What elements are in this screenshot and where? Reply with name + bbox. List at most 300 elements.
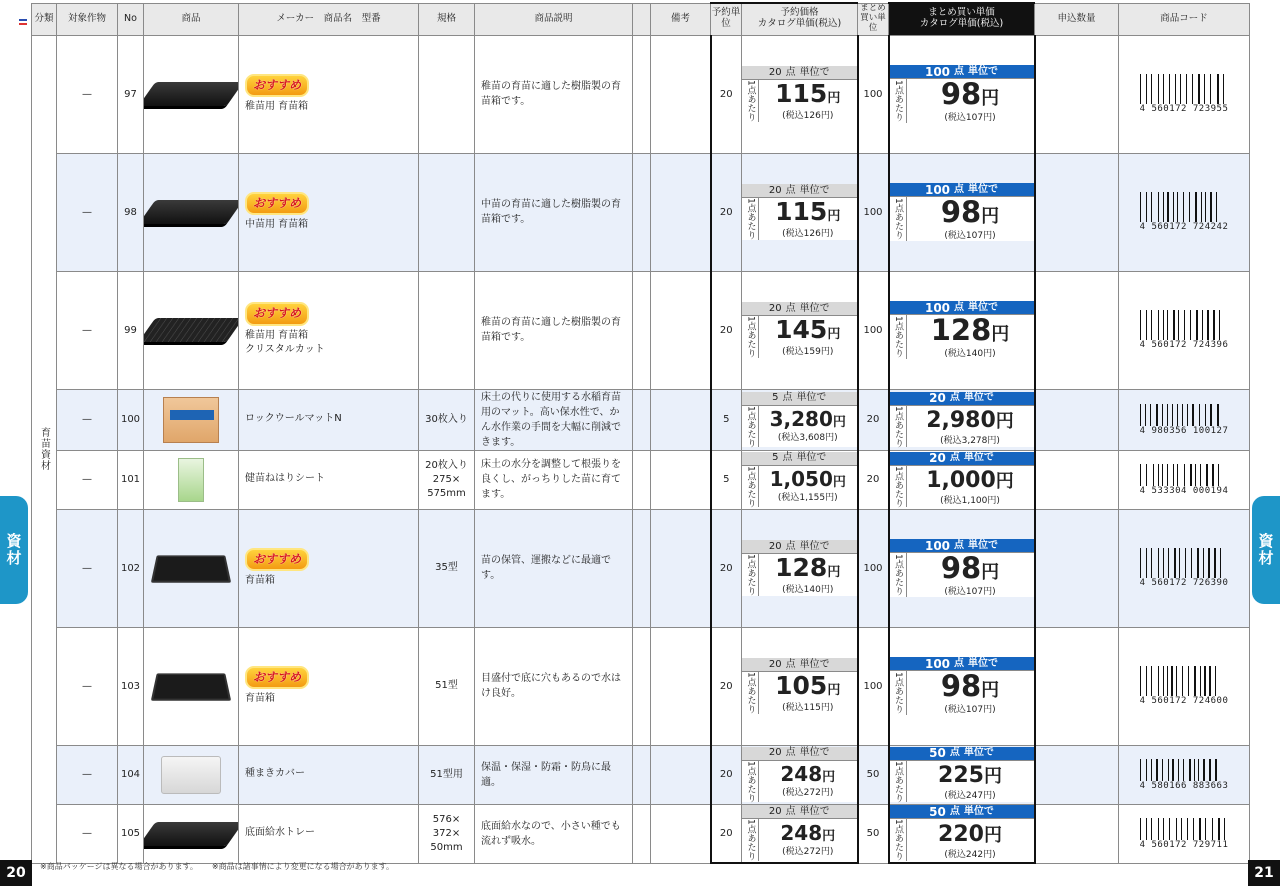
bulk-price-cell <box>889 153 1035 271</box>
reserve-tier-qty: 20 <box>768 747 782 759</box>
barcode-bars <box>1138 74 1230 104</box>
product-name: ロックウールマットN <box>245 413 342 425</box>
bulk-tier-qty: 50 <box>929 804 946 819</box>
recommend-badge: おすすめ <box>245 548 309 571</box>
product-code-cell <box>1119 450 1250 509</box>
product-code-cell <box>1119 153 1250 271</box>
yen-label: 円 <box>981 206 1000 227</box>
reserve-tier-qty: 20 <box>768 66 782 78</box>
recommend-badge: おすすめ <box>245 302 309 325</box>
product-name-cell <box>239 389 419 450</box>
per-one-label: 1点あたり <box>890 406 907 448</box>
reserve-price-tax: (税込126円) <box>782 110 834 121</box>
barcode-bars <box>1138 759 1230 781</box>
point-label: 点 <box>949 805 960 817</box>
yen-label: 円 <box>827 565 841 581</box>
product-no: 100 <box>118 389 144 450</box>
barcode-lead: 4 <box>1139 839 1146 850</box>
barcode-number: 560172 724396 <box>1151 340 1229 350</box>
bulk-price: 220 <box>938 821 984 847</box>
blank-cell <box>633 271 651 389</box>
order-qty-input[interactable] <box>1035 271 1119 389</box>
reserve-tier-qty: 20 <box>768 302 782 314</box>
product-no: 102 <box>118 509 144 627</box>
target-crop: — <box>57 509 118 627</box>
bulk-price-tax: (税込107円) <box>944 587 996 597</box>
per-one-label: 1点あたり <box>890 761 907 803</box>
yen-label: 円 <box>832 415 846 431</box>
reserve-unit: 20 <box>711 745 742 804</box>
product-code-cell <box>1119 389 1250 450</box>
barcode-number: 560172 726390 <box>1151 578 1229 588</box>
header-no: No <box>118 3 144 35</box>
unit-label: 単位で <box>968 65 999 77</box>
header-order-qty: 申込数量 <box>1035 3 1119 35</box>
product-photo <box>144 82 239 106</box>
header-category: 分類 <box>32 3 57 35</box>
bulk-unit: 100 <box>858 509 889 627</box>
barcode <box>1119 404 1249 436</box>
side-tab-left[interactable]: 資材 <box>0 496 28 604</box>
notes-cell <box>651 271 711 389</box>
table-row <box>32 745 1250 804</box>
barcode <box>1119 548 1249 588</box>
product-description: 中苗の育苗に適した樹脂製の育苗箱です。 <box>475 153 633 271</box>
reserve-price-tax: (税込126円) <box>782 228 834 239</box>
barcode-number: 560172 729711 <box>1151 839 1229 850</box>
reserve-tier-qty: 20 <box>768 540 782 552</box>
product-name-cell <box>239 745 419 804</box>
bulk-tier <box>890 747 1034 761</box>
bulk-tier <box>890 452 1034 466</box>
bulk-tier-qty: 20 <box>929 451 946 466</box>
bulk-unit: 50 <box>858 804 889 863</box>
product-name: 育苗箱 <box>245 574 275 586</box>
header-blank <box>633 3 651 35</box>
page-number-left: 20 <box>0 860 32 886</box>
reserve-price-tax: (税込3,608円) <box>777 433 838 444</box>
notes-cell <box>651 804 711 863</box>
page-number-right: 21 <box>1248 860 1280 886</box>
bulk-tier-qty: 100 <box>924 538 951 553</box>
target-crop: — <box>57 450 118 509</box>
reserve-unit: 5 <box>711 389 742 450</box>
product-image <box>144 153 239 271</box>
header-spec: 規格 <box>419 3 475 35</box>
header-bulk-price: まとめ買い単価 カタログ単価(税込) <box>889 3 1035 35</box>
unit-label: 単位で <box>968 657 999 669</box>
bulk-tier-qty: 100 <box>924 182 951 197</box>
reserve-tier <box>742 302 857 316</box>
product-image <box>144 627 239 745</box>
point-label: 点 <box>954 183 965 195</box>
unit-label: 単位で <box>963 392 994 404</box>
yen-label: 円 <box>827 209 841 225</box>
product-description: 床土の代りに使用する水稲育苗用のマット。高い保水性で、かん水作業の手間を大幅に削減できます。 <box>475 389 633 450</box>
reserve-price-cell <box>742 745 858 804</box>
bulk-unit: 50 <box>858 745 889 804</box>
barcode-number: 560172 724242 <box>1151 222 1229 232</box>
per-one-label: 1点あたり <box>890 315 907 359</box>
product-no: 105 <box>118 804 144 863</box>
header-description: 商品説明 <box>475 3 633 35</box>
table-row <box>32 153 1250 271</box>
header-product-code: 商品コード <box>1119 3 1250 35</box>
product-name-sub: クリスタルカット <box>245 344 325 356</box>
notes-cell <box>651 450 711 509</box>
bulk-price-cell <box>889 627 1035 745</box>
point-label: 点 <box>785 658 796 670</box>
bulk-tier-qty: 50 <box>929 746 946 761</box>
blank-cell <box>633 450 651 509</box>
reserve-price: 3,280 <box>769 407 833 432</box>
reserve-price-cell <box>742 153 858 271</box>
product-no: 97 <box>118 35 144 153</box>
unit-label: 単位で <box>963 747 994 759</box>
bulk-price: 225 <box>938 762 984 788</box>
barcode-number: 560172 724600 <box>1151 696 1229 706</box>
point-label: 点 <box>954 657 965 669</box>
order-qty-input[interactable] <box>1035 509 1119 627</box>
bulk-price-tax: (税込1,100円) <box>940 495 1000 506</box>
bulk-price-tax: (税込107円) <box>944 705 996 715</box>
order-qty-input[interactable] <box>1035 153 1119 271</box>
product-photo <box>144 822 239 846</box>
target-crop: — <box>57 35 118 153</box>
reserve-tier-qty: 5 <box>772 392 779 404</box>
point-label: 点 <box>785 540 796 552</box>
point-label: 点 <box>949 392 960 404</box>
reserve-tier <box>742 658 857 672</box>
yen-label: 円 <box>827 91 841 107</box>
reserve-unit: 20 <box>711 804 742 863</box>
yen-label: 円 <box>995 410 1014 432</box>
product-description: 苗の保管、運搬などに最適です。 <box>475 509 633 627</box>
point-label: 点 <box>785 184 796 196</box>
barcode-number: 580166 883663 <box>1151 780 1229 791</box>
side-tab-right[interactable]: 資材 <box>1252 496 1280 604</box>
reserve-price: 115 <box>775 79 828 109</box>
per-one-label: 1点あたり <box>742 672 759 714</box>
bulk-price-tax: (税込107円) <box>944 113 996 123</box>
reserve-price-cell <box>742 35 858 153</box>
blank-cell <box>633 804 651 863</box>
product-no: 104 <box>118 745 144 804</box>
barcode <box>1119 818 1249 850</box>
bulk-price-tax: (税込140円) <box>944 349 996 359</box>
bulk-tier-qty: 100 <box>924 656 951 671</box>
per-one-label: 1点あたり <box>742 198 759 240</box>
barcode <box>1119 666 1249 706</box>
bulk-tier <box>890 805 1034 819</box>
footnotes <box>40 861 394 872</box>
header-product: 商品 <box>144 3 239 35</box>
yen-label: 円 <box>983 765 1002 787</box>
bulk-price-cell <box>889 509 1035 627</box>
barcode <box>1119 759 1249 791</box>
reserve-price: 105 <box>775 671 828 701</box>
order-qty-input[interactable] <box>1035 627 1119 745</box>
reserve-tier <box>742 747 857 761</box>
point-label: 点 <box>782 392 793 404</box>
order-qty-input[interactable] <box>1035 35 1119 153</box>
target-crop: — <box>57 389 118 450</box>
product-description: 稚苗の育苗に適した樹脂製の育苗箱です。 <box>475 271 633 389</box>
per-one-label: 1点あたり <box>742 554 759 596</box>
product-name: 稚苗用 育苗箱 <box>245 100 309 112</box>
product-table <box>31 2 1250 864</box>
barcode-lead: 4 <box>1139 425 1146 436</box>
bulk-unit: 100 <box>858 627 889 745</box>
bulk-unit: 100 <box>858 271 889 389</box>
product-photo <box>161 756 221 794</box>
per-one-label: 1点あたり <box>890 197 907 241</box>
point-label: 点 <box>949 452 960 464</box>
unit-label: 単位で <box>796 452 827 464</box>
reserve-tier <box>742 540 857 554</box>
product-spec <box>419 153 475 271</box>
bulk-price: 98 <box>940 551 982 585</box>
product-name: 中苗用 育苗箱 <box>245 218 309 230</box>
per-one-label: 1点あたり <box>890 79 907 123</box>
table-row <box>32 35 1250 153</box>
point-label: 点 <box>954 65 965 77</box>
bulk-price-cell <box>889 450 1035 509</box>
product-name-cell <box>239 35 419 153</box>
reserve-tier-qty: 20 <box>768 184 782 196</box>
reserve-price-cell <box>742 271 858 389</box>
unit-label: 単位で <box>968 183 999 195</box>
per-one-label: 1点あたり <box>890 466 907 508</box>
unit-label: 単位で <box>799 658 830 670</box>
yen-label: 円 <box>981 680 1000 701</box>
point-label: 点 <box>954 539 965 551</box>
bulk-tier-qty: 100 <box>924 64 951 79</box>
reserve-tier-qty: 20 <box>768 658 782 670</box>
recommend-badge: おすすめ <box>245 192 309 215</box>
barcode-bars <box>1138 404 1230 426</box>
unit-label: 単位で <box>963 805 994 817</box>
barcode-lead: 4 <box>1139 780 1146 791</box>
target-crop: — <box>57 153 118 271</box>
unit-label: 単位で <box>799 540 830 552</box>
target-crop: — <box>57 804 118 863</box>
blank-cell <box>633 35 651 153</box>
barcode <box>1119 464 1249 496</box>
reserve-tier <box>742 452 857 466</box>
product-no: 103 <box>118 627 144 745</box>
bulk-unit: 20 <box>858 450 889 509</box>
notes-cell <box>651 627 711 745</box>
product-name: 底面給水トレー <box>245 827 315 839</box>
reserve-price-cell <box>742 804 858 863</box>
unit-label: 単位で <box>796 392 827 404</box>
bulk-price-tax: (税込3,278円) <box>940 435 1000 446</box>
reserve-price-tax: (税込159円) <box>782 346 834 357</box>
bulk-price: 98 <box>940 77 982 111</box>
product-code-cell <box>1119 509 1250 627</box>
reserve-tier <box>742 805 857 819</box>
product-image <box>144 389 239 450</box>
order-qty-input[interactable] <box>1035 389 1119 450</box>
header-reserve-unit: 予約単位 <box>711 3 742 35</box>
product-photo <box>151 673 231 700</box>
bulk-price: 98 <box>940 195 982 229</box>
product-spec: 51型用 <box>419 745 475 804</box>
bulk-unit: 100 <box>858 153 889 271</box>
product-image <box>144 450 239 509</box>
order-qty-input[interactable] <box>1035 450 1119 509</box>
header-target-crop: 対象作物 <box>57 3 118 35</box>
product-name: 種まきカバー <box>245 768 305 780</box>
unit-label: 単位で <box>799 805 830 817</box>
bulk-price-cell <box>889 35 1035 153</box>
reserve-unit: 20 <box>711 627 742 745</box>
reserve-price-tax: (税込115円) <box>782 702 834 713</box>
unit-label: 単位で <box>799 184 830 196</box>
product-image <box>144 804 239 863</box>
blank-cell <box>633 627 651 745</box>
recommend-badge: おすすめ <box>245 74 309 97</box>
product-no: 101 <box>118 450 144 509</box>
per-one-label: 1点あたり <box>742 819 759 861</box>
reserve-unit: 20 <box>711 153 742 271</box>
reserve-unit: 20 <box>711 35 742 153</box>
header-maker: メーカー 商品名 型番 <box>239 3 419 35</box>
table-header <box>32 3 1250 35</box>
barcode <box>1119 192 1249 232</box>
header-notes: 備考 <box>651 3 711 35</box>
table-row <box>32 804 1250 863</box>
barcode-number: 980356 100127 <box>1151 425 1229 436</box>
product-name-cell <box>239 804 419 863</box>
blank-cell <box>633 745 651 804</box>
order-qty-input[interactable] <box>1035 804 1119 863</box>
yen-label: 円 <box>827 327 841 343</box>
point-label: 点 <box>949 747 960 759</box>
product-code-cell <box>1119 627 1250 745</box>
barcode-lead: 4 <box>1139 104 1146 114</box>
per-one-label: 1点あたり <box>890 671 907 715</box>
table-row <box>32 450 1250 509</box>
reserve-price: 1,050 <box>769 467 833 492</box>
bulk-price: 128 <box>930 313 992 347</box>
product-code-cell <box>1119 745 1250 804</box>
reserve-unit: 5 <box>711 450 742 509</box>
reserve-price: 248 <box>780 762 823 787</box>
reserve-price-cell <box>742 450 858 509</box>
product-photo <box>144 200 239 224</box>
flag-mark <box>19 19 27 25</box>
product-name-cell <box>239 450 419 509</box>
reserve-tier <box>742 392 857 406</box>
product-spec <box>419 35 475 153</box>
point-label: 点 <box>785 66 796 78</box>
barcode-lead: 4 <box>1139 696 1146 706</box>
bulk-price-cell <box>889 804 1035 863</box>
reserve-tier <box>742 184 857 198</box>
bulk-price-cell <box>889 745 1035 804</box>
product-name: 健苗ねはりシート <box>245 473 325 485</box>
barcode-number: 533304 000194 <box>1151 485 1229 496</box>
unit-label: 単位で <box>968 301 999 313</box>
barcode-bars <box>1138 464 1230 486</box>
target-crop: — <box>57 745 118 804</box>
reserve-price-tax: (税込272円) <box>782 847 834 858</box>
reserve-tier <box>742 66 857 80</box>
yen-label: 円 <box>991 324 1010 345</box>
product-description: 保温・保湿・防霜・防鳥に最適。 <box>475 745 633 804</box>
bulk-price: 1,000 <box>926 467 996 493</box>
notes-cell <box>651 153 711 271</box>
notes-cell <box>651 745 711 804</box>
yen-label: 円 <box>822 770 836 786</box>
point-label: 点 <box>782 452 793 464</box>
barcode <box>1119 310 1249 350</box>
bulk-tier-qty: 20 <box>929 391 946 406</box>
product-code-cell <box>1119 804 1250 863</box>
product-image <box>144 271 239 389</box>
per-one-label: 1点あたり <box>890 553 907 597</box>
barcode-lead: 4 <box>1139 485 1146 496</box>
bulk-price: 2,980 <box>926 407 996 433</box>
order-qty-input[interactable] <box>1035 745 1119 804</box>
yen-label: 円 <box>827 683 841 699</box>
product-description: 目盛付で底に穴もあるので水はけ良好。 <box>475 627 633 745</box>
barcode-number: 560172 723955 <box>1151 104 1229 114</box>
table-row <box>32 509 1250 627</box>
bulk-tier-qty: 100 <box>924 300 951 315</box>
product-name: 育苗箱 <box>245 692 275 704</box>
reserve-price-cell <box>742 389 858 450</box>
yen-label: 円 <box>981 562 1000 583</box>
bulk-price: 98 <box>940 669 982 703</box>
product-image <box>144 745 239 804</box>
reserve-price: 145 <box>775 315 828 345</box>
product-spec: 20枚入り 275× 575mm <box>419 450 475 509</box>
product-no: 99 <box>118 271 144 389</box>
point-label: 点 <box>785 747 796 759</box>
yen-label: 円 <box>995 470 1014 492</box>
product-spec: 35型 <box>419 509 475 627</box>
bulk-unit: 20 <box>858 389 889 450</box>
barcode-lead: 4 <box>1139 340 1146 350</box>
point-label: 点 <box>954 301 965 313</box>
yen-label: 円 <box>822 829 836 845</box>
bulk-price-cell <box>889 389 1035 450</box>
blank-cell <box>633 509 651 627</box>
reserve-price: 115 <box>775 197 828 227</box>
notes-cell <box>651 509 711 627</box>
bulk-unit: 100 <box>858 35 889 153</box>
category-cell: 育苗資材 <box>32 35 57 863</box>
unit-label: 単位で <box>799 66 830 78</box>
reserve-price: 128 <box>775 553 828 583</box>
product-no: 98 <box>118 153 144 271</box>
product-name-cell <box>239 271 419 389</box>
product-description: 底面給水なので、小さい種でも流れず吸水。 <box>475 804 633 863</box>
per-one-label: 1点あたり <box>742 80 759 122</box>
yen-label: 円 <box>983 824 1002 846</box>
product-spec <box>419 271 475 389</box>
unit-label: 単位で <box>968 539 999 551</box>
bulk-tier <box>890 392 1034 406</box>
header-bulk-unit: まとめ買い単位 <box>858 3 889 35</box>
product-code-cell <box>1119 35 1250 153</box>
product-code-cell <box>1119 271 1250 389</box>
product-name-cell <box>239 627 419 745</box>
product-description: 稚苗の育苗に適した樹脂製の育苗箱です。 <box>475 35 633 153</box>
